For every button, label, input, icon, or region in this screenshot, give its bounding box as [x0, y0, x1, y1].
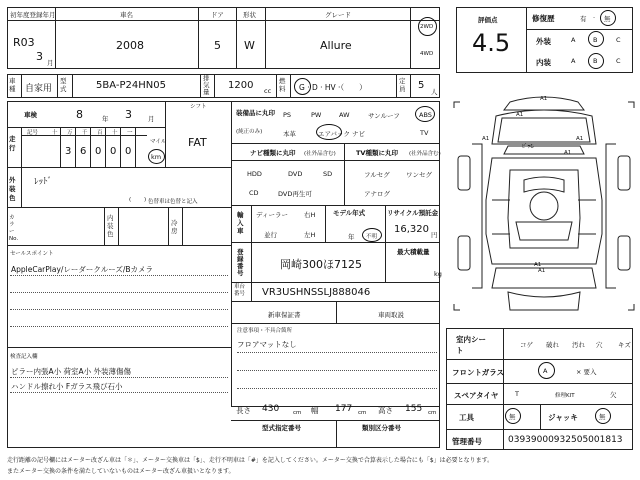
repair-no: 無: [604, 15, 611, 23]
model-label: 型式: [60, 77, 67, 93]
shape: W: [244, 39, 255, 52]
chassis-number: VR3USHNSSLJ888046: [262, 287, 371, 298]
equipment-item: 本革: [283, 130, 296, 138]
reg-year-label: 初年度登録年月: [10, 11, 56, 19]
length-label: 長さ: [236, 406, 251, 415]
shift-value: FAT: [188, 136, 207, 149]
inspector-label: 検査記入欄: [10, 354, 38, 360]
odometer-divider: [120, 127, 121, 167]
plate-label: 登録番号: [237, 248, 244, 277]
score-label: 評価点: [478, 16, 498, 24]
tv-option: フルセグ: [364, 171, 390, 179]
odometer-digit: 6: [80, 146, 87, 157]
displacement: 1200: [228, 80, 254, 91]
odometer-unit: 千: [82, 130, 88, 136]
grade-option: C: [616, 57, 621, 65]
model-year-unit: 年: [348, 233, 355, 241]
km-unit: km: [151, 153, 162, 161]
inspection-year: 8: [76, 108, 83, 121]
grade-option: B: [593, 57, 598, 65]
repair-yes: 有: [580, 15, 587, 23]
odometer-unit: 万: [67, 130, 73, 136]
color-change-note: 色替車は色替と記入: [148, 199, 198, 205]
interior-sheet-label: 室内シート: [456, 335, 486, 355]
notes-label: 注意事項・不具合箇所: [237, 328, 293, 334]
equipment-sublabel: (純正のみ): [236, 129, 263, 135]
length-value: 430: [262, 404, 280, 414]
sales-point-text: AppleCarPlay/レーダークルーズ/Bカメラ: [11, 265, 154, 274]
mark-rear: A1: [538, 268, 546, 274]
kind-label: 車種: [9, 77, 16, 93]
model-year-label: モデル年式: [333, 209, 366, 217]
navi-option: SD: [323, 170, 333, 178]
cc-unit: cc: [264, 87, 272, 95]
glass-label: フロントガラス: [452, 368, 505, 377]
width-value: 177: [335, 404, 353, 414]
car-name-label: 車名: [120, 11, 133, 19]
use-type: 自家用: [25, 84, 53, 94]
equipment-item: ABS: [419, 111, 432, 119]
tools-none: 無: [509, 413, 516, 421]
odometer-digit: 0: [110, 146, 117, 157]
fuel-label: 燃料: [279, 77, 286, 93]
odometer-unit: 一: [127, 130, 133, 136]
exterior-color: ﾚｯﾄﾞ: [34, 177, 53, 187]
color-no-label: カラーNo.: [9, 215, 19, 242]
displacement-label: 排気量: [203, 74, 210, 96]
doors: 5: [214, 39, 221, 52]
navi-title: ナビ種類に丸印: [250, 149, 296, 157]
navi-sub: (社外品含む): [304, 151, 336, 157]
grade-option: A: [571, 57, 576, 65]
interior-sheet-item: 穴: [596, 341, 603, 349]
height-label: 高さ: [378, 406, 393, 415]
navi-option: DVD: [288, 170, 303, 178]
navi-option: DVD再生可: [278, 190, 312, 198]
right-hand-option: 右H: [304, 211, 316, 219]
height-unit: cm: [428, 410, 437, 416]
cold-label: 冷房: [171, 219, 178, 235]
kg-unit: kg: [434, 270, 442, 278]
car-damage-diagram: [452, 88, 636, 324]
width-label: 幅: [311, 406, 319, 415]
bracket-open: (: [129, 197, 132, 203]
odometer-divider: [90, 127, 91, 167]
spare-none: 欠: [610, 391, 617, 399]
bracket-close: ): [144, 197, 147, 203]
odometer-divider: [60, 127, 61, 167]
tv-option: ワンセグ: [406, 171, 432, 179]
navi-option: CD: [249, 189, 259, 197]
spare-kit: 修理KIT: [555, 393, 575, 399]
grade: Allure: [320, 39, 352, 52]
inspection-label: 車検: [24, 111, 37, 119]
inspection-month-unit: 月: [148, 115, 155, 123]
type-number-label: 型式指定番号: [262, 424, 301, 432]
shape-label: 形状: [243, 11, 256, 19]
repair-dot: ·: [593, 14, 596, 22]
yen-unit: 円: [431, 231, 438, 239]
parallel-option: 並行: [264, 231, 277, 239]
drive-4wd: 4WD: [420, 51, 434, 57]
dealer-option: ディーラー: [256, 211, 288, 219]
mark-front: A1: [516, 112, 524, 118]
interior-sheet-item: コゲ: [520, 341, 533, 349]
class-number-label: 類別区分番号: [362, 424, 401, 432]
glass-a: A: [543, 367, 548, 375]
spare-label: スペアタイヤ: [454, 391, 499, 400]
reg-month: 3: [36, 50, 43, 63]
recycle-label: リサイクル預託金: [387, 209, 439, 217]
chassis-label: 車台番号: [234, 284, 246, 297]
equipment-item: PS: [283, 111, 292, 119]
interior-grade-label: 内装: [536, 58, 551, 67]
inspection-month: 3: [125, 108, 132, 121]
mgmt-number: 03939000932505001813: [508, 435, 623, 445]
equipment-label: 装備品に丸印: [236, 109, 275, 117]
grade-label: グレード: [325, 11, 351, 19]
length-unit: cm: [293, 410, 302, 416]
mark-roof: A1: [534, 262, 542, 268]
footer-note-2: またメーター交換の条件を満たしていないものはメーター改ざん車扱いとなります。: [7, 468, 235, 475]
glass-x: × 要入: [576, 368, 597, 376]
tv-sub: (社外品含む): [409, 151, 441, 157]
mileage-label: 走行: [9, 135, 16, 152]
left-hand-option: 左H: [304, 231, 316, 239]
mark-fender-r: A1: [576, 136, 584, 142]
sales-point-label: セールスポイント: [10, 251, 54, 257]
vehicle-manual: 車両取説: [378, 311, 404, 319]
odometer-digit: 0: [125, 146, 132, 157]
inspection-year-unit: 年: [102, 115, 109, 123]
odometer-unit: 十: [112, 130, 118, 136]
warranty-book: 新車保証書: [268, 311, 301, 319]
equipment-item: ナビ: [352, 130, 365, 138]
interior-sheet-item: キズ: [618, 341, 631, 349]
navi-option: HDD: [247, 170, 262, 178]
exterior-color-label: 外装色: [9, 176, 16, 202]
jack-none: 無: [599, 413, 606, 421]
interior-sheet-item: 破れ: [546, 341, 559, 349]
reg-year: R03: [13, 36, 35, 49]
plate-number: 岡崎300ほ7125: [280, 258, 362, 271]
score-value: 4.5: [472, 29, 511, 57]
model-year-unknown: 不明: [366, 234, 378, 240]
jack-label: ジャッキ: [548, 413, 578, 422]
person-unit: 人: [431, 88, 438, 96]
grade-option: B: [593, 36, 598, 44]
interior-color-label: 内装色: [107, 214, 114, 238]
odometer-unit: 百: [97, 130, 103, 136]
mark-fender-l: A1: [482, 136, 490, 142]
doors-label: ドア: [211, 11, 224, 19]
drive-2wd: 2WD: [420, 24, 434, 30]
footer-note-1: 走行距離の記号欄にはメーター改ざん車は「＊」、メーター交換車は「$」、走行不明車は「#」を記入してください。メーター交換で合算表示した場合にも「$」は必要となります。: [7, 457, 494, 464]
exterior-grade-label: 外装: [536, 37, 551, 46]
tools-label: 工具: [459, 413, 474, 422]
inspector-line-1: ピラー内張A小 荷室A小 外装薄傷傷: [11, 367, 132, 376]
capacity-label: 定員: [399, 77, 406, 93]
recycle-amount: 16,320: [394, 224, 429, 235]
odometer-digit: 0: [95, 146, 102, 157]
spare-t: T: [515, 390, 519, 398]
grade-option: C: [616, 36, 621, 44]
mark-door: A1: [564, 150, 572, 156]
odometer-divider: [105, 127, 106, 167]
equipment-item: PW: [311, 111, 322, 119]
height-value: 155: [405, 404, 423, 414]
width-unit: cm: [358, 410, 367, 416]
odometer-unit: 十: [52, 130, 58, 136]
model-code: 5BA-P24HN05: [96, 80, 166, 91]
shift-label: シフト: [190, 104, 207, 110]
odometer-digit: 3: [65, 146, 72, 157]
mark-pillar: ﾋﾟﾗ6: [522, 144, 534, 150]
import-label: 輸入車: [237, 211, 244, 235]
max-load-label: 最大積載量: [397, 248, 430, 256]
equipment-item: TV: [420, 129, 429, 137]
odometer-divider: [135, 127, 136, 167]
mile-label: マイル: [150, 139, 167, 145]
equipment-item: AW: [339, 111, 350, 119]
capacity: 5: [418, 80, 425, 91]
month-unit: 月: [47, 59, 54, 67]
mark-hood: A1: [540, 96, 548, 102]
tv-title: TV種類に丸印: [356, 149, 398, 157]
equipment-item: サンルーフ: [368, 112, 400, 120]
repair-label: 修復歴: [532, 14, 555, 23]
fuel-options: G · D · HV ·（ ）: [299, 83, 367, 92]
equipment-item: エアバック: [318, 130, 350, 138]
unit-symbol-label: 記号: [27, 130, 39, 136]
notes-text: フロアマットなし: [237, 340, 297, 349]
odometer-divider: [75, 127, 76, 167]
grade-option: A: [571, 36, 576, 44]
tv-option: アナログ: [364, 190, 390, 198]
inspector-line-2: ハンドル擦れ小 Fガラス飛び石小: [11, 382, 123, 391]
mgmt-label: 管理番号: [452, 437, 482, 446]
car-name: 2008: [116, 39, 144, 52]
interior-sheet-item: 汚れ: [572, 341, 585, 349]
